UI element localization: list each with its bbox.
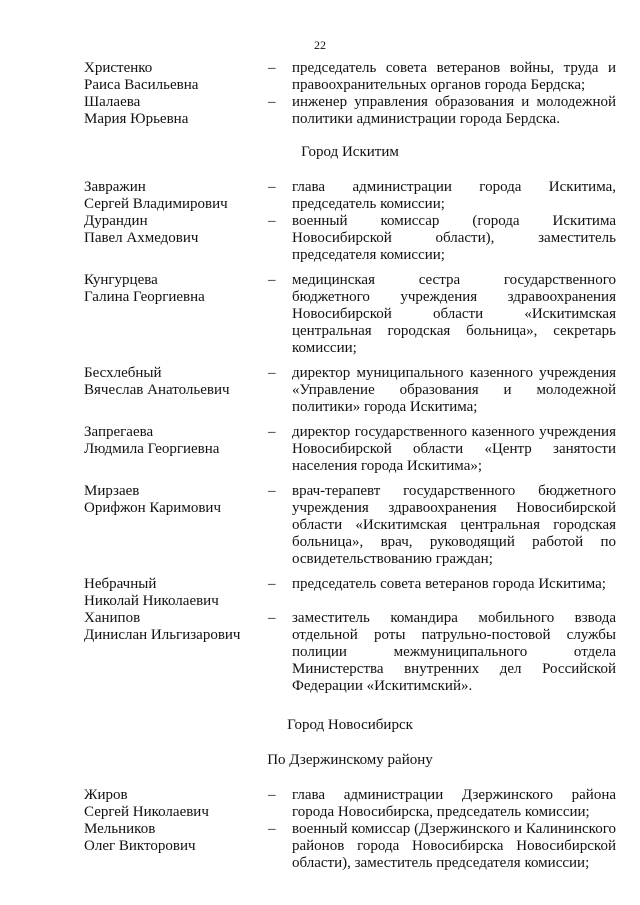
dash: –: [268, 821, 276, 837]
position-description: медицинская сестра государственного бюджетного учреждения здравоохранения Новосибирской области «Искитимская центральная городская больница», секретарь комиссии;: [292, 272, 616, 356]
person-name: Небрачный Николай Николаевич: [84, 576, 219, 609]
document-body: [84, 60, 616, 872]
person-name: Мирзаев Орифжон Каримович: [84, 483, 221, 516]
entry: [84, 213, 616, 264]
dash: –: [268, 272, 276, 288]
entry: [84, 365, 616, 416]
dash: –: [268, 483, 276, 499]
entry: [84, 60, 616, 94]
person-name: Кунгурцева Галина Георгиевна: [84, 272, 205, 305]
person-name: Христенко Раиса Васильевна: [84, 60, 199, 93]
person-name: Жиров Сергей Николаевич: [84, 787, 209, 820]
dash: –: [268, 365, 276, 381]
dash: –: [268, 576, 276, 592]
position-description: директор муниципального казенного учреждения «Управление образования и молодежной политики» города Искитима;: [292, 365, 616, 415]
dash: –: [268, 213, 276, 229]
entry: [84, 787, 616, 821]
person-name: Дурандин Павел Ахмедович: [84, 213, 199, 246]
position-description: председатель совета ветеранов войны, труда и правоохранительных органов города Бердска;: [292, 60, 616, 93]
entry: [84, 483, 616, 568]
entry: [84, 821, 616, 872]
position-description: глава администрации Дзержинского района города Новосибирска, председатель комиссии;: [292, 787, 616, 820]
person-name: Ханипов Динислан Ильгизарович: [84, 610, 241, 643]
position-description: врач-терапевт государственного бюджетного учреждения здравоохранения Новосибирской области «Искитимская центральная городская больница», врач, руководящий работой по освидетельствованию граждан;: [292, 483, 616, 567]
person-name: Завражин Сергей Владимирович: [84, 179, 228, 212]
position-description: председатель совета ветеранов города Искитима;: [292, 576, 606, 592]
position-description: инженер управления образования и молодежной политики администрации города Бердска.: [292, 94, 616, 127]
person-name: Запрегаева Людмила Георгиевна: [84, 424, 220, 457]
dash: –: [268, 424, 276, 440]
dash: –: [268, 787, 276, 803]
person-name: Мельников Олег Викторович: [84, 821, 196, 854]
entry: [84, 272, 616, 357]
section-subheading: По Дзержинскому району: [267, 752, 433, 768]
position-description: глава администрации города Искитима, председатель комиссии;: [292, 179, 616, 212]
entry: [84, 424, 616, 475]
dash: –: [268, 179, 276, 195]
dash: –: [268, 94, 276, 110]
position-description: заместитель командира мобильного взвода отдельной роты патрульно-постовой службы полиции межмуниципального отдела Министерства внутренних дел Российской Федерации «Искитимский».: [292, 610, 616, 694]
entry: [84, 94, 616, 128]
section-heading: Город Новосибирск: [287, 717, 413, 733]
page-number: 22: [314, 38, 326, 52]
entry: [84, 576, 616, 610]
dash: –: [268, 610, 276, 626]
person-name: Бесхлебный Вячеслав Анатольевич: [84, 365, 230, 398]
entry: [84, 610, 616, 695]
section-heading: Город Искитим: [301, 144, 399, 160]
dash: –: [268, 60, 276, 76]
position-description: военный комиссар (города Искитима Новосибирской области), заместитель председателя комиссии;: [292, 213, 616, 263]
position-description: директор государственного казенного учреждения Новосибирской области «Центр занятости населения города Искитима»;: [292, 424, 616, 474]
person-name: Шалаева Мария Юрьевна: [84, 94, 189, 127]
position-description: военный комиссар (Дзержинского и Калининского районов города Новосибирска Новосибирской области), заместитель председателя комиссии;: [292, 821, 616, 871]
entry: [84, 179, 616, 213]
